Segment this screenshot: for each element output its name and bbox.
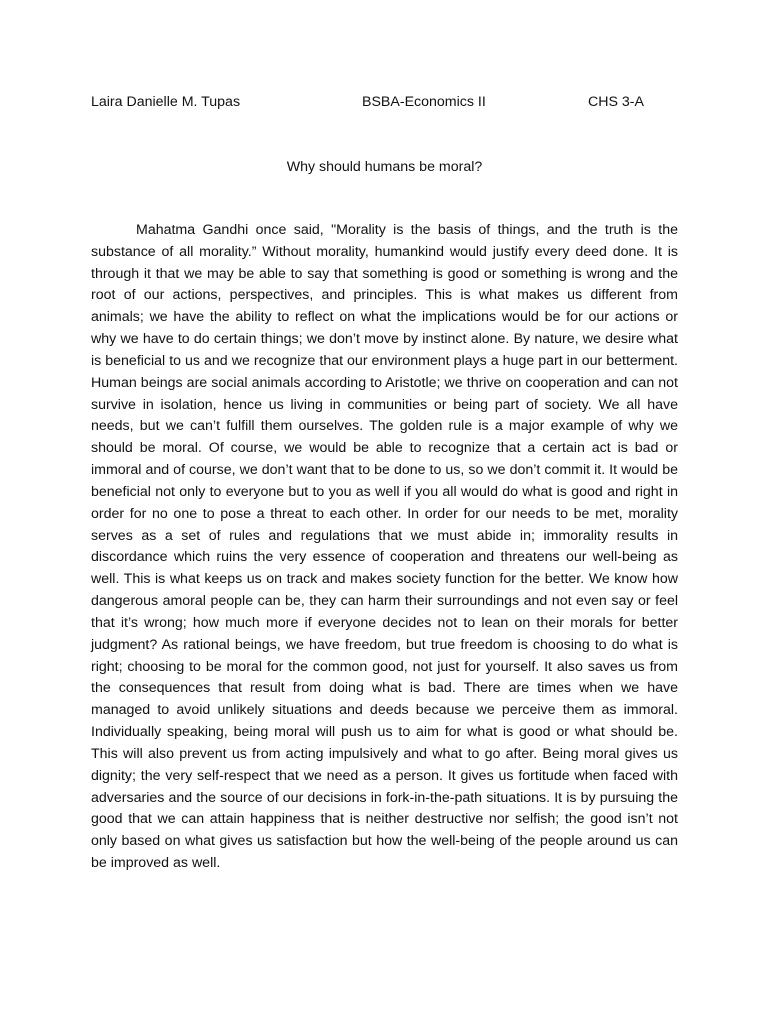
document-header <box>91 92 691 112</box>
course-name: BSBA-Economics II <box>362 94 486 110</box>
essay-title: Why should humans be moral? <box>286 159 483 175</box>
section-name: CHS 3-A <box>588 94 644 110</box>
essay-body: Mahatma Gandhi once said, "Morality is the basis of things, and the truth is the substance of all morality.” Without morality, humankind would justify every deed done. It is through it that we may be able to say that something is good or something is wrong and the root of our actions, perspectives, and principles. This is what makes us different from animals; we have the ability to reflect on what the implications would be for our actions or why we have to do certain things; we don’t move by instinct alone. By nature, we desire what is beneficial to us and we recognize that our environment plays a huge part in our betterment. Human beings are social animals according to Aristotle; we thrive on cooperation and can not survive in isolation, hence us living in communities or being part of society. We all have needs, but we can’t fulfill them ourselves. The golden rule is a major example of why we should be moral. Of course, we would be able to recognize that a certain act is bad or immoral and of course, we don’t want that to be done to us, so we don’t commit it. It would be beneficial not only to everyone but to you as well if you all would do what is good and right in order for no one to pose a threat to each other. In order for our needs to be met, morality serves as a set of rules and regulations that we must abide in; immorality results in discordance which ruins the very essence of cooperation and threatens our well-being as well. This is what keeps us on track and makes society function for the better. We know how dangerous amoral people can be, they can harm their surroundings and not even say or feel that it’s wrong; how much more if everyone decides not to lean on their morals for better judgment? As rational beings, we have freedom, but true freedom is choosing to do what is right; choosing to be moral for the common good, not just for yourself. It also saves us from the consequences that result from doing what is bad. There are times when we have managed to avoid unlikely situations and deeds because we perceive them as immoral. Individually speaking, being moral will push us to aim for what is good or what should be. This will also prevent us from acting impulsively and what to go after. Being moral gives us dignity; the very self-respect that we need as a person. It gives us fortitude when faced with adversaries and the source of our decisions in fork-in-the-path situations. It is by pursuing the good that we can attain happiness that is neither destructive nor selfish; the good isn’t not only based on what gives us satisfaction but how the well-being of the people around us can be improved as well. <box>91 222 678 872</box>
author-name: Laira Danielle M. Tupas <box>91 94 241 110</box>
